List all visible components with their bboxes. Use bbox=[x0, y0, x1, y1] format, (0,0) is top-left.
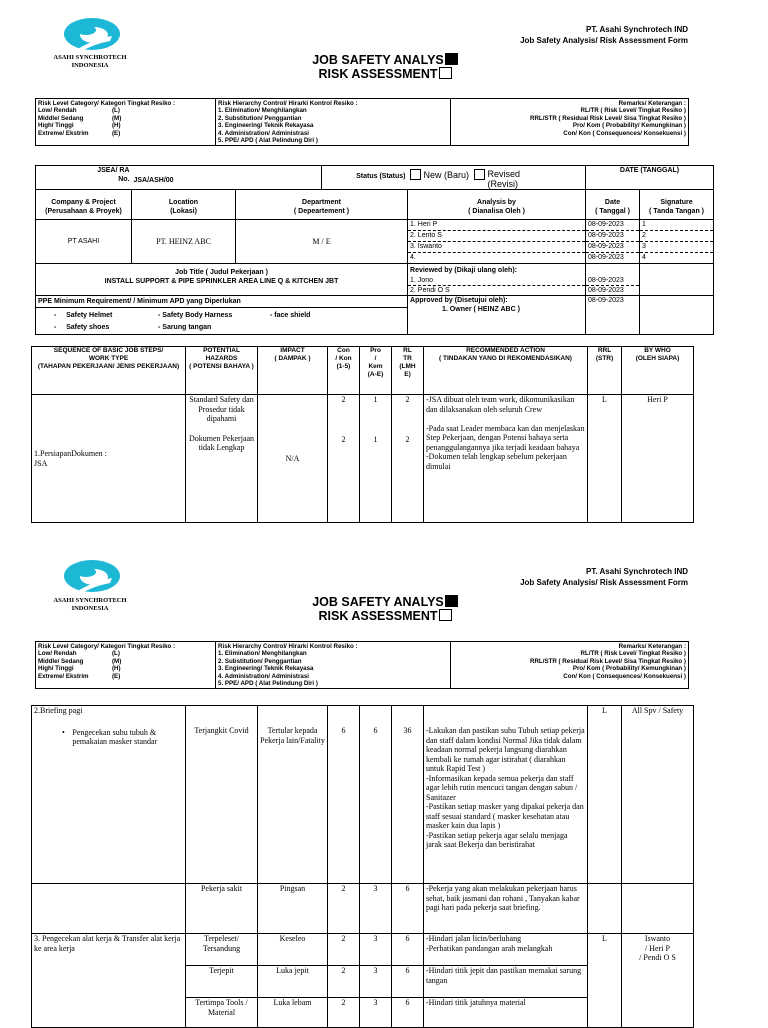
impact-cell: Pingsan bbox=[258, 884, 328, 934]
reviewers-signature bbox=[640, 264, 714, 296]
hazard-cell: Standard Safety dan Prosedur tidak dipahami Dokumen Pekerjaan tidak Lengkap bbox=[186, 395, 258, 523]
logo-swoosh-icon bbox=[56, 556, 128, 596]
who-cell: Heri P bbox=[622, 395, 694, 523]
reviewers-cell: Reviewed by (Dikaji ulang oleh): 1. Jono 2. Pendi O S bbox=[408, 264, 586, 296]
ppe-label: PPE Minimum Requirement/ / Minimum APD yang Diperlukan bbox=[36, 296, 407, 308]
col-header-pro: Pro / Kem (A-E) bbox=[360, 347, 392, 395]
ppe-cell: PPE Minimum Requirement/ / Minimum APD yang Diperlukan - Safety Helmet - Safety shoes - Safety Body Harness - Sarung tangan - face shield bbox=[36, 296, 408, 335]
rl-cell: 6 bbox=[392, 998, 424, 1028]
job-title-cell bbox=[36, 264, 408, 296]
job-title-label: Job Title ( Judul Pekerjaan ) bbox=[175, 269, 268, 276]
col-header-rl: RL TR (LMH E) bbox=[392, 347, 424, 395]
analysts-list: 1. Heri P 2. Lento S 3. Iswanto 4. bbox=[408, 220, 586, 264]
con-cell: 2 bbox=[328, 966, 360, 998]
pro-cell: 1 1 bbox=[360, 395, 392, 523]
date-col-header: Date ( Tanggal ) bbox=[586, 190, 640, 220]
impact-cell: Luka jepit bbox=[258, 966, 328, 998]
form-name: Job Safety Analysis/ Risk Assessment Form bbox=[520, 36, 688, 45]
department-value: M / E bbox=[236, 220, 408, 264]
action-cell: -Hindari titik jepit dan pastikan memakai sarung tangan bbox=[424, 966, 588, 998]
remarks-legend: Remarks/ Keterangan : RL/TR ( Risk Level/ Tingkat Resiko ) RRL/STR ( Residual Risk Level/ Sisa Tingkat Resiko ) Pro/ Kom ( Probability/ Kemungkinan ) Con/ Kon ( Consequences/ Konsekuensi ) bbox=[451, 99, 689, 146]
pro-cell: 6 bbox=[360, 706, 392, 884]
step-cell: 1.PersiapanDokumen : JSA bbox=[32, 395, 186, 523]
filled-box-icon bbox=[445, 595, 458, 607]
who-cell: Iswanto / Heri P / Pendi O S bbox=[622, 934, 694, 1028]
jsa-steps-table-2 bbox=[31, 705, 694, 1028]
rl-cell: 6 bbox=[392, 966, 424, 998]
con-cell: 2 bbox=[328, 934, 360, 966]
approved-signature bbox=[640, 296, 714, 335]
approved-cell: Approved by (Disetujui oleh): 1. Owner ( HEINZ ABC ) bbox=[408, 296, 586, 335]
hierarchy-legend: Risk Hierarchy Control/ Hirarki Kontrol Resiko : 1. Elimination/ Menghilangkan 2. Substitution/ Penggantian 3. Engineering/ Teknik Rekayasa 4. Administration/ Administrasi 5. PPE/ APD ( Alat Pelindung Diri ) bbox=[216, 99, 451, 146]
col-header-seq: SEQUENCE OF BASIC JOB STEPS/ WORK TYPE (TAHAPAN PEKERJAAN/ JENIS PEKERJAAN) bbox=[32, 347, 186, 395]
hazard-cell: Terjepit bbox=[186, 966, 258, 998]
page-title: JOB SAFETY ANALYS RISK ASSESSMENT bbox=[290, 53, 480, 81]
jsea-label: JSEA/ RA No. bbox=[36, 166, 132, 190]
location-header-cell: Location (Lokasi) bbox=[132, 190, 236, 220]
col-header-who: BY WHO (OLEH SIAPA) bbox=[622, 347, 694, 395]
action-cell: -Lakukan dan pastikan suhu Tubuh setiap pekerja dan staff dalam kondisi Normal Jika tidak dalam keadaan normal pekerja langsung diarahkan kembali ke rumah agar istirahat ( diarahkan untuk Rapid Test ) -Informasikan kepada semua pekerja dan staff agar lebih rutin mencuci tangan dengan sabun / Sanitazer -Pastikan setiap masker yang dipakai pekerja dan staff sesuai standard ( masker kesehatan atau masker kain dua lapis ) -Pastikan setiap pekerja agar selalu menjaga jarak saat Bekerja dan beristirahat bbox=[424, 706, 588, 884]
company-logo-2 bbox=[56, 556, 128, 601]
hazard-cell: Pekerja sakit bbox=[186, 884, 258, 934]
company-value: PT ASAHI bbox=[36, 220, 132, 264]
jsea-number: JSA/ASH/00 bbox=[132, 166, 322, 190]
analysts-signatures: 1 2 3 4 bbox=[640, 220, 714, 264]
date-header: DATE (TANGGAL) bbox=[586, 166, 714, 190]
rl-cell: 6 bbox=[392, 884, 424, 934]
con-cell: 2 bbox=[328, 998, 360, 1028]
legend-table bbox=[35, 98, 689, 146]
table-row bbox=[32, 395, 694, 523]
new-checkbox[interactable] bbox=[410, 169, 421, 180]
pro-cell: 3 bbox=[360, 998, 392, 1028]
empty-box-icon bbox=[439, 67, 452, 79]
revised-checkbox[interactable] bbox=[474, 169, 485, 180]
jsa-steps-table bbox=[31, 346, 694, 523]
action-cell: -Hindari jalan licin/berlubang -Perhatikan pandangan arah melangkah bbox=[424, 934, 588, 966]
table-row bbox=[32, 706, 694, 884]
company-name: PT. Asahi Synchrotech IND bbox=[586, 25, 688, 34]
status-options: New (Baru) Revised (Revisi) bbox=[408, 166, 586, 190]
empty-box-icon bbox=[439, 609, 452, 621]
pro-cell: 3 bbox=[360, 934, 392, 966]
pro-cell: 3 bbox=[360, 884, 392, 934]
department-header-cell: Department ( Depeartement ) bbox=[236, 190, 408, 220]
col-header-impact: IMPACT ( DAMPAK ) bbox=[258, 347, 328, 395]
company-logo bbox=[56, 14, 128, 59]
hazard-cell: Terpeleset/ Tersandung bbox=[186, 934, 258, 966]
rl-cell: 6 bbox=[392, 934, 424, 966]
action-cell: -Hindari titik jatuhnya material bbox=[424, 998, 588, 1028]
col-header-con: Con / Kon (1-5) bbox=[328, 347, 360, 395]
impact-cell: Luka lebam bbox=[258, 998, 328, 1028]
bullet-icon: • bbox=[62, 727, 65, 737]
col-header-rrl: RRL (STR) bbox=[588, 347, 622, 395]
company-header bbox=[520, 24, 688, 46]
location-value: PT. HEINZ ABC bbox=[132, 220, 236, 264]
con-cell: 2 bbox=[328, 884, 360, 934]
impact-cell: Keseleo bbox=[258, 934, 328, 966]
reviewers-dates: 08-09-2023 08-09-2023 bbox=[586, 264, 640, 296]
col-header-hazard: POTENTIAL HAZARDS ( POTENSI BAHAYA ) bbox=[186, 347, 258, 395]
jsa-info-table bbox=[35, 165, 714, 335]
table-row bbox=[32, 884, 694, 934]
analysts-dates: 08-09-2023 08-09-2023 08-09-2023 08-09-2023 bbox=[586, 220, 640, 264]
filled-box-icon bbox=[445, 53, 458, 65]
con-cell: 6 bbox=[328, 706, 360, 884]
col-header-action: RECOMMENDED ACTION ( TINDAKAN YANG DI REKOMENDASIKAN) bbox=[424, 347, 588, 395]
job-title-value: INSTALL SUPPORT & PIPE SPRINKLER AREA LINE Q & KITCHEN JBT bbox=[104, 278, 339, 285]
rrl-cell: L bbox=[588, 934, 622, 1028]
impact-cell: N/A bbox=[258, 395, 328, 523]
logo-text-2: ASAHI SYNCHROTECH INDONESIA bbox=[53, 597, 127, 612]
approved-date: 08-09-2023 bbox=[586, 296, 640, 335]
company-header-cell: Company & Project (Perusahaan & Proyek) bbox=[36, 190, 132, 220]
legend-table-2: Risk Level Category/ Kategori Tingkat Resiko : Low/ Rendah (L) Middle/ Sedang (M) High/ Tinggi (H) Extreme/ Ekstrim (E) Risk Hierarchy Control/ Hirarki Kontrol Resiko : 1. Elimination/ Menghilangkan 2. Substitution/ Penggantian 3. Engineering/ Teknik Rekayasa 4. Administration/ Administrasi 5. PPE/ APD ( Alat Pelindung Diri ) Remarks/ Keterangan : RL/TR ( Risk Level/ Tingkat Resiko ) RRL/STR ( Residual Risk Level/ Sisa Tingkat Resiko ) Pro/ Kom ( Probability/ Kemungkinan ) Con/ Kon ( Consequences/ Konsekuensi ) bbox=[35, 641, 689, 689]
action-cell: -Pekerja yang akan melakukan pekerjaan harus sehat, baik jasmani dan rohani , Tanyakan kabar pagi hari pada pekerja saat briefing. bbox=[424, 884, 588, 934]
impact-cell: Tertular kepada Pekerja lain/Fatality bbox=[258, 706, 328, 884]
status-label: Status (Status) bbox=[322, 166, 408, 190]
logo-text: ASAHI SYNCHROTECH INDONESIA bbox=[53, 54, 127, 69]
hazard-cell: Terjangkit Covid bbox=[186, 706, 258, 884]
who-cell: All Spv / Safety bbox=[622, 706, 694, 884]
pro-cell: 3 bbox=[360, 966, 392, 998]
table-row bbox=[32, 934, 694, 966]
logo-swoosh-icon bbox=[56, 14, 128, 54]
risk-level-legend: Risk Level Category/ Kategori Tingkat Resiko : Low/ Rendah (L) Middle/ Sedang (M) High/ Tinggi (H) Extreme/ Ekstrim (E) bbox=[36, 99, 216, 146]
step-cell: 2.Briefing pagi • Pengecekan suhu tubuh & pemakaian masker standar bbox=[32, 706, 186, 884]
company-header-2: PT. Asahi Synchrotech IND Job Safety Analysis/ Risk Assessment Form bbox=[520, 567, 688, 587]
rrl-cell: L bbox=[588, 706, 622, 884]
rl-cell: 2 2 bbox=[392, 395, 424, 523]
analysis-header-cell: Analysis by ( Dianalisa Oleh ) bbox=[408, 190, 586, 220]
signature-col-header: Signature ( Tanda Tangan ) bbox=[640, 190, 714, 220]
rl-cell: 36 bbox=[392, 706, 424, 884]
rrl-cell: L bbox=[588, 395, 622, 523]
hazard-cell: Tertimpa Tools / Material bbox=[186, 998, 258, 1028]
step-cell: 3. Pengecekan alat kerja & Transfer alat kerja ke area kerja bbox=[32, 934, 186, 1028]
action-cell: -JSA dibuat oleh team work, dikomunikasikan dan dilaksanakan oleh seluruh Crew -Pada saat Leader membaca kan dan menjelaskan Step Pekerjaan, dengan Potensi bahaya serta penanggulangannya jika terjadi keadaan bahaya -Dokumen telah lengkap sebelum pekerjaan dimulai bbox=[424, 395, 588, 523]
con-cell: 2 2 bbox=[328, 395, 360, 523]
page-title-2: JOB SAFETY ANALYS RISK ASSESSMENT bbox=[290, 595, 480, 623]
